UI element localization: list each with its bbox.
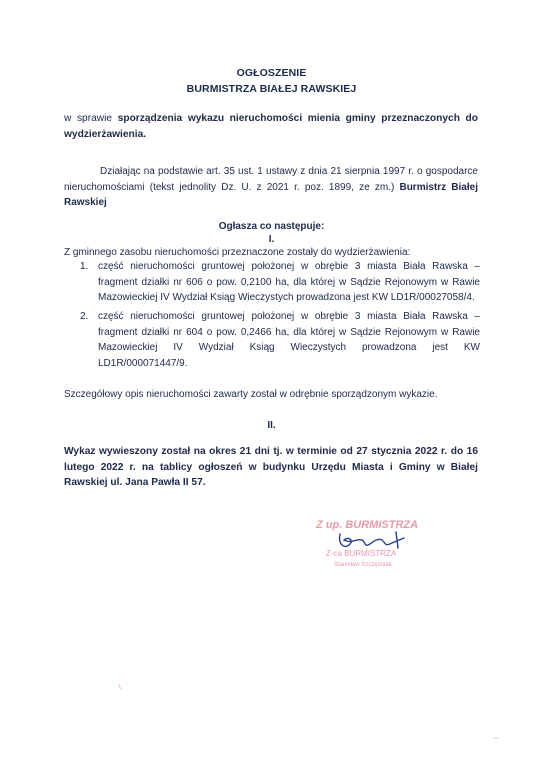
intro-paragraph: [64, 164, 478, 211]
list-item: [80, 309, 480, 371]
stamp-line-2: Z-ca BURMISTRZA: [326, 549, 397, 558]
section-2-numeral: II.: [267, 420, 276, 431]
detail-note: Szczegółowy opis nieruchomości zawarty został w odrębnie sporządzonym wykazie.: [64, 389, 438, 400]
list-item-text: część nieruchomości gruntowej położonej w obrębie 3 miasta Biała Rawska – fragment działki nr 606 o pow. 0,2100 ha, dla której w Sądzie Rejonowym w Rawie Mazowieckiej IV Wydział Ksiąg Wieczystych prowadzona jest KW LD1R/00027058/4.: [98, 261, 480, 303]
list-item-number: 1.: [80, 261, 89, 272]
scan-mark: [117, 683, 123, 691]
intro-signatory: Burmistrz Białej Rawskiej: [64, 181, 478, 208]
list-item-text: część nieruchomości gruntowej położonej w obrębie 3 miasta Biała Rawska – fragment działki nr 604 o pow. 0,2466 ha, dla której w Sądzie Rejonowym w Rawie Mazowieckiej IV Wydział Ksiąg Wieczystych prowadzona jest KW LD1R/000071447/9.: [98, 311, 480, 369]
subject-paragraph: [64, 111, 478, 142]
document-title: OGŁOSZENIE: [236, 67, 307, 79]
section-1-lead: Z gminnego zasobu nieruchomości przeznaczone zostały do wydzierżawienia:: [64, 247, 411, 258]
intro-text: Działając na podstawie art. 35 ust. 1 ustawy z dnia 21 sierpnia 1997 r. o gospodarce nieruchomościami (tekst jednolity Dz. U. z 2021 r. poz. 1899, ze zm.): [64, 166, 478, 193]
section-1-numeral: I.: [268, 234, 275, 245]
document-subtitle: BURMISTRZA BIAŁEJ RAWSKIEJ: [186, 83, 357, 95]
list-item: [80, 259, 480, 306]
list-item-number: 2.: [80, 311, 89, 322]
posting-notice: Wykaz wywieszony został na okres 21 dni tj. w terminie od 27 stycznia 2022 r. do 16 lutego 2022 r. na tablicy ogłoszeń w budynku Urzędu Miasta i Gminy w Białej Rawskiej ul. Jana Pawła II 57.: [64, 446, 478, 488]
stamp-line-3: Stanisław Szczęśniak: [334, 562, 392, 568]
scan-mark: [493, 736, 499, 740]
subject-bold: sporządzenia wykazu nieruchomości mienia gminy przeznaczonych do wydzierżawienia.: [64, 113, 478, 140]
handwritten-signature: [340, 532, 404, 548]
announces-heading: Ogłasza co następuje:: [218, 221, 325, 232]
subject-prefix: w sprawie: [64, 113, 118, 124]
stamp-line-1: Z up. BURMISTRZA: [316, 519, 419, 531]
signature-stamp: [300, 510, 460, 580]
